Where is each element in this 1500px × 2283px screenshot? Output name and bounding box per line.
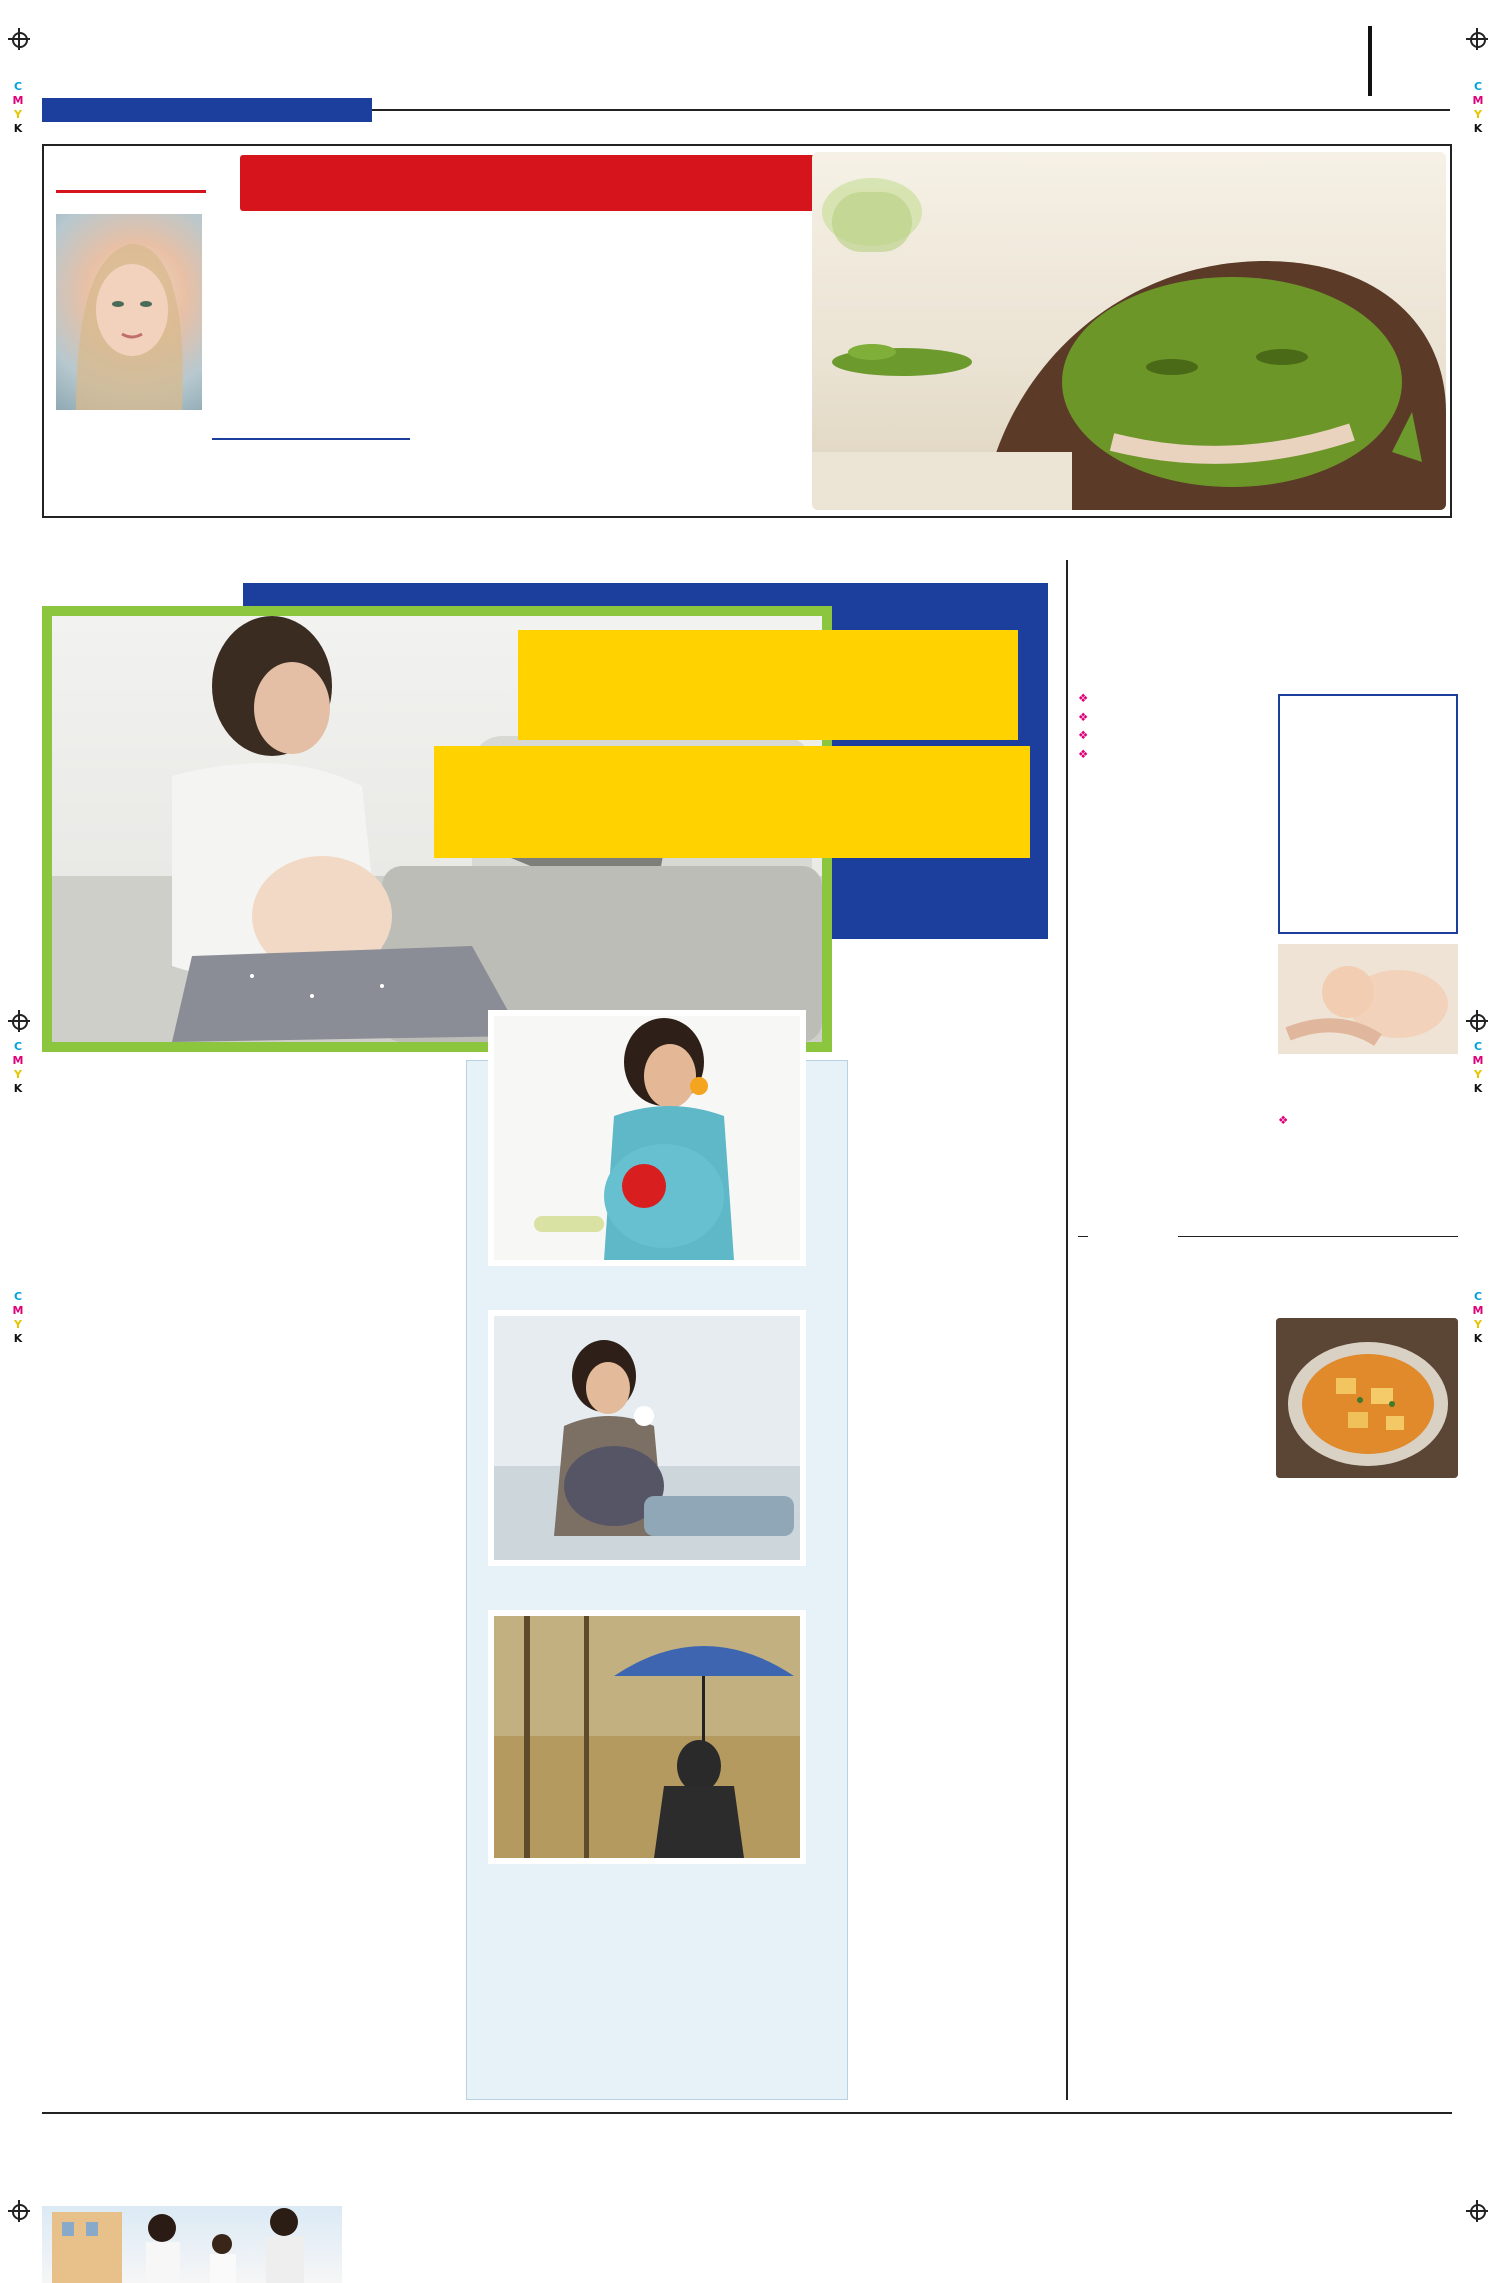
beauty-column-3 xyxy=(616,216,806,512)
baby-photo xyxy=(1278,944,1458,1054)
beauty-column-1 xyxy=(212,444,410,512)
cmyk-strip: C M Y K xyxy=(12,1290,24,1345)
diaper-column-2b xyxy=(1278,1112,1458,1194)
diaper-column-2 xyxy=(1278,1058,1458,1108)
cmyk-strip: C M Y K xyxy=(1472,80,1484,135)
pregnancy-title-line-2 xyxy=(434,744,1030,858)
bullet-icon: ❖ xyxy=(1278,1113,1289,1127)
beauty-title xyxy=(240,155,840,211)
beauty-intro xyxy=(212,216,410,434)
section-divider xyxy=(1368,26,1372,96)
pregnancy-author-block xyxy=(852,2010,1048,2090)
cmyk-strip: C M Y K xyxy=(1472,1040,1484,1095)
cmyk-strip: C M Y K xyxy=(12,1040,24,1095)
achari-paneer-photo xyxy=(1276,1318,1458,1478)
registration-mark-top-right xyxy=(1466,28,1488,50)
pregnant-woman-sitting-photo xyxy=(488,1310,806,1566)
registration-mark-top-left xyxy=(8,28,30,50)
family-photo xyxy=(42,2206,342,2283)
bullet-icon: ❖ xyxy=(1078,691,1089,705)
pregnant-woman-eating-photo xyxy=(488,1010,806,1266)
bullet-icon: ❖ xyxy=(1078,709,1089,724)
right-column-divider xyxy=(1066,560,1068,2100)
pregnancy-title-line-1 xyxy=(518,626,1018,740)
diaper-title xyxy=(1078,594,1458,654)
bullet-icon: ❖ xyxy=(1078,746,1089,761)
beauty-intro-rule xyxy=(212,438,410,440)
pregnant-woman-umbrella-photo xyxy=(488,1610,806,1864)
masthead-logo xyxy=(72,18,322,96)
beauty-column-2 xyxy=(418,216,608,512)
beauty-kicker xyxy=(56,150,206,193)
pregnancy-column-3 xyxy=(852,945,1048,2005)
registration-mark-bottom-right xyxy=(1466,2200,1488,2222)
cmyk-strip: C M Y K xyxy=(1472,1290,1484,1345)
registration-mark-mid-left xyxy=(8,1010,30,1032)
recipe-kicker xyxy=(1088,1224,1178,1248)
diaper-points xyxy=(1078,690,1270,1190)
registration-mark-bottom-left xyxy=(8,2200,30,2222)
recipe-column-1 xyxy=(1078,1316,1270,2100)
rent-section-top-rule xyxy=(42,2112,1452,2114)
cmyk-strip: C M Y K xyxy=(12,80,24,135)
pregnancy-column-1 xyxy=(50,1102,255,2090)
recipe-column-2 xyxy=(1276,1484,1458,2100)
rent-title xyxy=(96,2124,1186,2204)
pregnancy-column-2 xyxy=(264,1102,460,2090)
registration-mark-mid-right xyxy=(1466,1010,1488,1032)
recipe-title xyxy=(1160,1262,1400,1312)
pregnancy-byline xyxy=(86,1072,446,1098)
bullet-icon: ❖ xyxy=(1078,728,1089,742)
beauty-photo-caption xyxy=(52,412,202,512)
green-face-pack-photo xyxy=(812,152,1446,510)
masthead-rule xyxy=(372,109,1450,111)
diaper-highlight xyxy=(1278,694,1458,934)
woman-portrait-photo xyxy=(56,214,202,410)
masthead-date xyxy=(42,98,372,122)
